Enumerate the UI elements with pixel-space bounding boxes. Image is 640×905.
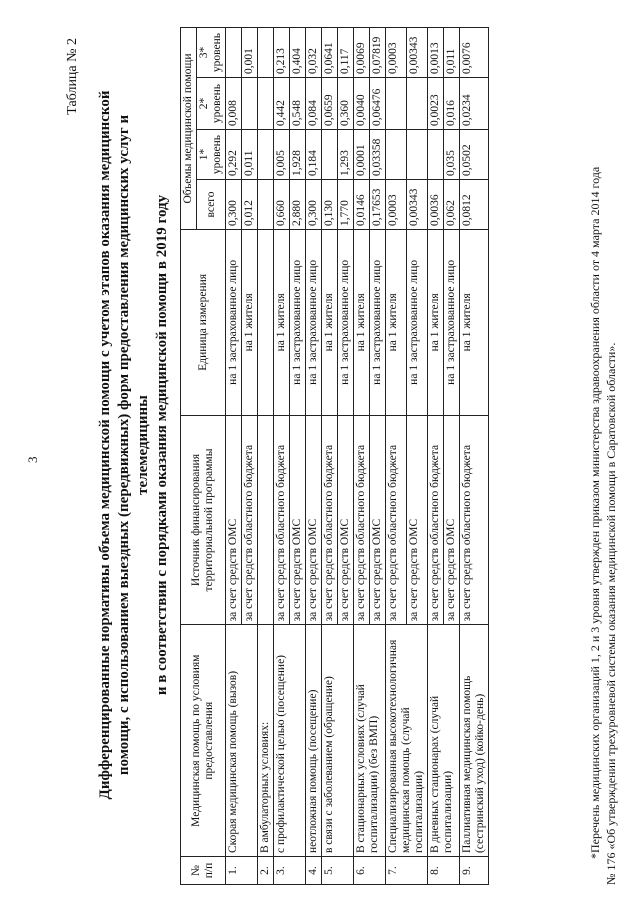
care-type: В стационарных условиях (случай госпитализации) (без ВМП) xyxy=(354,625,386,857)
volume-standards-table xyxy=(180,27,489,885)
volume-level-1: 0,005 xyxy=(274,130,290,180)
volume-level-2 xyxy=(407,78,428,130)
document-title xyxy=(96,65,172,825)
unit-of-measure: на 1 жителя xyxy=(460,229,489,415)
volume-level-1: 1,928 xyxy=(290,130,306,180)
volume-level-3: 0,0069 xyxy=(354,28,370,78)
volume-total: 1,770 xyxy=(338,179,354,229)
unit-of-measure: на 1 жителя xyxy=(354,229,370,415)
care-type: с профилактической целью (посещение) xyxy=(274,625,306,857)
volume-total: 0,130 xyxy=(322,179,338,229)
header-source: Источник финансирования территориальной программы xyxy=(181,415,226,625)
empty-cell xyxy=(258,78,274,130)
volume-total: 0,0036 xyxy=(428,179,444,229)
row-number: 7. xyxy=(386,857,428,885)
volume-total: 0,0003 xyxy=(386,179,407,229)
funding-source: за счет средств ОМС xyxy=(444,415,460,625)
volume-level-2: 0,442 xyxy=(274,78,290,130)
volume-level-3: 0,0641 xyxy=(322,28,338,78)
volume-level-3: 0,117 xyxy=(338,28,354,78)
table-row xyxy=(306,28,322,885)
page-number: 3 xyxy=(25,456,40,463)
volume-level-3: 0,001 xyxy=(242,28,258,78)
volume-level-2: 0,06476 xyxy=(370,78,386,130)
funding-source: за счет средств ОМС xyxy=(370,415,386,625)
volume-total: 0,00343 xyxy=(407,179,428,229)
volume-level-1: 0,0502 xyxy=(460,130,489,180)
care-type: В дневных стационарах (случай госпитализации) xyxy=(428,625,460,857)
row-number: 6. xyxy=(354,857,386,885)
volume-level-1: 0,035 xyxy=(444,130,460,180)
volume-level-3: 0,011 xyxy=(444,28,460,78)
care-type: в связи с заболеванием (обращение) xyxy=(322,625,354,857)
row-number: 3. xyxy=(274,857,306,885)
volume-total: 0,0812 xyxy=(460,179,489,229)
care-type: Скорая медицинская помощь (вызов) xyxy=(226,625,258,857)
unit-of-measure: на 1 застрахованное лицо xyxy=(370,229,386,415)
volume-total: 0,062 xyxy=(444,179,460,229)
care-type: неотложная помощь (посещение) xyxy=(306,625,322,857)
header-level-3: 3* уровень xyxy=(197,28,226,78)
volume-level-3: 0,0076 xyxy=(460,28,489,78)
volume-total: 0,300 xyxy=(226,179,242,229)
unit-of-measure: на 1 застрахованное лицо xyxy=(407,229,428,415)
volume-level-1 xyxy=(386,130,407,180)
header-care: Медицинская помощь по условиям предоставления xyxy=(181,625,226,857)
funding-source: за счет средств ОМС xyxy=(338,415,354,625)
table-row xyxy=(274,28,290,885)
funding-source: за счет средств ОМС xyxy=(306,415,322,625)
empty-cell xyxy=(258,179,274,229)
volume-level-1: 0,011 xyxy=(242,130,258,180)
row-number: 8. xyxy=(428,857,460,885)
volume-level-1 xyxy=(407,130,428,180)
funding-source: за счет средств ОМС xyxy=(407,415,428,625)
footnote-line-2: № 176 «Об утверждении трехуровневой системы оказания медицинской помощи в Саратовской области». xyxy=(604,342,618,885)
volume-level-1 xyxy=(428,130,444,180)
row-number: 1. xyxy=(226,857,258,885)
care-type: В амбулаторных условиях: xyxy=(258,625,274,857)
table-label: Таблица № 2 xyxy=(65,38,80,115)
footnote-line-1: *Перечень медицинских организаций 1, 2 и 3 уровня утвержден приказом министерства здравоохранения области от 4 марта 2014 года xyxy=(588,166,602,859)
volume-level-2: 0,084 xyxy=(306,78,322,130)
unit-of-measure: на 1 застрахованное лицо xyxy=(306,229,322,415)
header-num: № п/п xyxy=(181,857,226,885)
table-row xyxy=(322,28,338,885)
table-row xyxy=(386,28,407,885)
funding-source: за счет средств областного бюджета xyxy=(322,415,338,625)
volume-level-2: 0,0234 xyxy=(460,78,489,130)
volume-level-2: 0,548 xyxy=(290,78,306,130)
empty-cell xyxy=(258,130,274,180)
row-number: 9. xyxy=(460,857,489,885)
table-row xyxy=(428,28,444,885)
header-volumes: Объемы медицинской помощи xyxy=(181,28,197,230)
header-total: всего xyxy=(197,179,226,229)
unit-of-measure: на 1 жителя xyxy=(428,229,444,415)
funding-source: за счет средств областного бюджета xyxy=(428,415,444,625)
table-row xyxy=(258,28,274,885)
volume-total: 0,0146 xyxy=(354,179,370,229)
volume-level-1: 0,292 xyxy=(226,130,242,180)
volume-level-3 xyxy=(226,28,242,78)
row-number: 2. xyxy=(258,857,274,885)
volume-level-2: 0,0040 xyxy=(354,78,370,130)
header-level-1: 1* уровень xyxy=(197,130,226,180)
volume-level-2: 0,0659 xyxy=(322,78,338,130)
unit-of-measure: на 1 жителя xyxy=(322,229,338,415)
volume-level-3: 0,0003 xyxy=(386,28,407,78)
table-row xyxy=(226,28,242,885)
volume-level-3: 0,213 xyxy=(274,28,290,78)
volume-level-1: 0,0001 xyxy=(354,130,370,180)
row-number: 4. xyxy=(306,857,322,885)
volume-level-3: 0,032 xyxy=(306,28,322,78)
funding-source: за счет средств областного бюджета xyxy=(460,415,489,625)
volume-level-3: 0,07819 xyxy=(370,28,386,78)
table-row xyxy=(354,28,370,885)
unit-of-measure: на 1 застрахованное лицо xyxy=(290,229,306,415)
unit-of-measure: на 1 застрахованное лицо xyxy=(226,229,242,415)
volume-level-3: 0,0013 xyxy=(428,28,444,78)
volume-total: 0,660 xyxy=(274,179,290,229)
unit-of-measure: на 1 застрахованное лицо xyxy=(444,229,460,415)
funding-source: за счет средств ОМС xyxy=(226,415,242,625)
table-body xyxy=(226,28,489,885)
volume-level-2: 0,360 xyxy=(338,78,354,130)
volume-level-2 xyxy=(242,78,258,130)
volume-level-1: 1,293 xyxy=(338,130,354,180)
title-line-1: Дифференцированные нормативы объема медицинской помощи с учетом этапов оказания медицинской xyxy=(97,90,113,800)
funding-source: за счет средств областного бюджета xyxy=(386,415,407,625)
volume-level-2: 0,008 xyxy=(226,78,242,130)
empty-cell xyxy=(258,28,274,78)
header-unit: Единица измерения xyxy=(181,229,226,415)
volume-level-1: 0,184 xyxy=(306,130,322,180)
volume-level-2: 0,0023 xyxy=(428,78,444,130)
volume-level-3: 0,404 xyxy=(290,28,306,78)
volume-total: 2,880 xyxy=(290,179,306,229)
volume-total: 0,012 xyxy=(242,179,258,229)
unit-of-measure: на 1 застрахованное лицо xyxy=(338,229,354,415)
unit-of-measure: на 1 жителя xyxy=(274,229,290,415)
volume-total: 0,17653 xyxy=(370,179,386,229)
volume-level-3: 0,00343 xyxy=(407,28,428,78)
unit-of-measure: на 1 жителя xyxy=(242,229,258,415)
unit-of-measure: на 1 жителя xyxy=(386,229,407,415)
volume-level-2 xyxy=(386,78,407,130)
care-type: Паллиативная медицинская помощь (сестринский уход) (койко-день) xyxy=(460,625,489,857)
row-number: 5. xyxy=(322,857,354,885)
volume-total: 0,300 xyxy=(306,179,322,229)
funding-source: за счет средств областного бюджета xyxy=(354,415,370,625)
funding-source: за счет средств ОМС xyxy=(290,415,306,625)
volume-level-1 xyxy=(322,130,338,180)
title-line-3: и в соответствии с порядками оказания медицинской помощи в 2019 году xyxy=(154,194,170,696)
empty-cell xyxy=(258,229,274,415)
funding-source: за счет средств областного бюджета xyxy=(274,415,290,625)
volume-level-2: 0,016 xyxy=(444,78,460,130)
empty-cell xyxy=(258,415,274,625)
funding-source: за счет средств областного бюджета xyxy=(242,415,258,625)
header-level-2: 2* уровень xyxy=(197,78,226,130)
table-row xyxy=(460,28,489,885)
title-line-2: помощи, с использованием выездных (передвижных) форм предоставления медицинских услуг и телемедицины xyxy=(116,114,151,776)
care-type: Специализированная высокотехнологичная медицинская помощь (случай госпитализации) xyxy=(386,625,428,857)
volume-level-1: 0,03358 xyxy=(370,130,386,180)
